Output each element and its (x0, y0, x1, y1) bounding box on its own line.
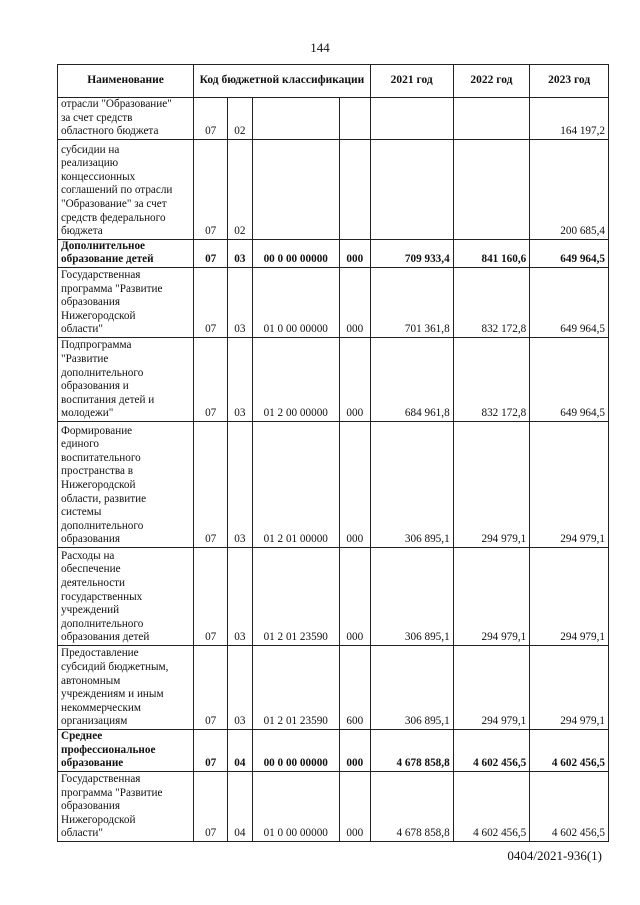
row-subsection: 03 (228, 645, 252, 729)
row-value-2023: 294 979,1 (530, 547, 609, 645)
row-subsection: 03 (228, 421, 252, 547)
header-2023: 2023 год (530, 65, 609, 98)
row-section: 07 (194, 98, 228, 140)
document-code: 0404/2021-936(1) (507, 848, 602, 863)
table-row (58, 771, 609, 841)
row-value-2023: 649 964,5 (530, 267, 609, 337)
row-section: 07 (194, 337, 228, 421)
header-2022: 2022 год (453, 65, 530, 98)
header-2021: 2021 год (370, 65, 453, 98)
row-subsection: 02 (228, 139, 252, 239)
row-value-2023: 200 685,4 (530, 139, 609, 239)
table-row (58, 547, 609, 645)
row-expense-type: 000 (339, 729, 370, 771)
row-value-2021: 306 895,1 (370, 547, 453, 645)
row-name (58, 337, 194, 421)
row-name (58, 98, 194, 140)
row-subsection: 03 (228, 547, 252, 645)
row-subsection: 03 (228, 267, 252, 337)
row-value-2021: 709 933,4 (370, 239, 453, 267)
row-expense-type: 000 (339, 421, 370, 547)
row-value-2023: 294 979,1 (530, 421, 609, 547)
table-body (58, 98, 609, 842)
row-target-article: 01 0 00 00000 (252, 267, 339, 337)
row-target-article: 00 0 00 00000 (252, 729, 339, 771)
row-name-text: Государственная программа "Развитие образования Нижегородской области" (61, 773, 163, 840)
row-target-article (252, 98, 339, 140)
row-name-text: Дополнительное образование детей (61, 239, 154, 266)
row-value-2022: 4 602 456,5 (453, 729, 530, 771)
row-value-2022: 832 172,8 (453, 267, 530, 337)
row-value-2021: 306 895,1 (370, 645, 453, 729)
row-expense-type: 000 (339, 239, 370, 267)
row-section: 07 (194, 421, 228, 547)
row-expense-type (339, 139, 370, 239)
row-expense-type (339, 98, 370, 140)
row-name (58, 239, 194, 267)
row-value-2022: 841 160,6 (453, 239, 530, 267)
row-value-2021: 4 678 858,8 (370, 729, 453, 771)
row-name-text: отрасли "Образование" за счет средств областного бюджета (61, 98, 172, 138)
row-value-2021: 684 961,8 (370, 337, 453, 421)
row-value-2021: 4 678 858,8 (370, 771, 453, 841)
row-target-article: 01 2 01 23590 (252, 547, 339, 645)
row-name (58, 729, 194, 771)
row-value-2023: 164 197,2 (530, 98, 609, 140)
row-value-2022 (453, 98, 530, 140)
row-value-2021 (370, 139, 453, 239)
row-value-2023: 294 979,1 (530, 645, 609, 729)
row-value-2022: 294 979,1 (453, 421, 530, 547)
row-name (58, 421, 194, 547)
header-name: Наименование (58, 65, 194, 98)
row-name-text: субсидии на реализацию концессионных соглашений по отрасли "Образование" за счет средств федерального бюджета (61, 143, 173, 238)
table-header-row (58, 65, 609, 98)
row-name (58, 267, 194, 337)
row-name-text: Подпрограмма "Развитие дополнительного образования и воспитания детей и молодежи" (61, 339, 155, 420)
row-target-article: 01 2 01 23590 (252, 645, 339, 729)
header-code: Код бюджетной классификации (194, 65, 371, 98)
row-section: 07 (194, 771, 228, 841)
row-target-article: 01 2 00 00000 (252, 337, 339, 421)
row-name (58, 771, 194, 841)
row-value-2023: 4 602 456,5 (530, 771, 609, 841)
row-value-2021: 306 895,1 (370, 421, 453, 547)
row-value-2022: 4 602 456,5 (453, 771, 530, 841)
row-name (58, 645, 194, 729)
row-expense-type: 000 (339, 547, 370, 645)
table-row (58, 139, 609, 239)
table-row (58, 239, 609, 267)
row-subsection: 03 (228, 337, 252, 421)
row-target-article: 01 0 00 00000 (252, 771, 339, 841)
row-target-article: 00 0 00 00000 (252, 239, 339, 267)
row-value-2021 (370, 98, 453, 140)
table-row (58, 729, 609, 771)
row-value-2022: 294 979,1 (453, 645, 530, 729)
table-row (58, 267, 609, 337)
page-number: 144 (310, 40, 330, 55)
row-section: 07 (194, 729, 228, 771)
table-row (58, 337, 609, 421)
row-target-article: 01 2 01 00000 (252, 421, 339, 547)
row-value-2023: 649 964,5 (530, 337, 609, 421)
row-expense-type: 000 (339, 771, 370, 841)
budget-table (57, 64, 609, 842)
row-name-text: Предоставление субсидий бюджетным, автономным учреждениям и иным некоммерческим организациям (61, 647, 169, 728)
table-row (58, 645, 609, 729)
row-target-article (252, 139, 339, 239)
row-section: 07 (194, 139, 228, 239)
row-value-2022 (453, 139, 530, 239)
row-section: 07 (194, 645, 228, 729)
row-value-2023: 4 602 456,5 (530, 729, 609, 771)
row-value-2021: 701 361,8 (370, 267, 453, 337)
row-value-2022: 294 979,1 (453, 547, 530, 645)
row-subsection: 03 (228, 239, 252, 267)
row-subsection: 04 (228, 771, 252, 841)
row-name-text: Государственная программа "Развитие образования Нижегородской области" (61, 269, 163, 336)
row-name (58, 139, 194, 239)
row-expense-type: 000 (339, 267, 370, 337)
row-subsection: 04 (228, 729, 252, 771)
table-row (58, 98, 609, 140)
row-name-text: Среднее профессиональное образование (61, 730, 156, 770)
row-name-text: Расходы на обеспечение деятельности государственных учреждений дополнительного образования детей (61, 549, 150, 644)
row-expense-type: 000 (339, 337, 370, 421)
row-name (58, 547, 194, 645)
row-value-2023: 649 964,5 (530, 239, 609, 267)
row-section: 07 (194, 267, 228, 337)
table-row (58, 421, 609, 547)
row-value-2022: 832 172,8 (453, 337, 530, 421)
row-name-text: Формирование единого воспитательного пространства в Нижегородской области, развитие системы дополнительного образования (61, 424, 147, 546)
row-section: 07 (194, 239, 228, 267)
row-subsection: 02 (228, 98, 252, 140)
row-section: 07 (194, 547, 228, 645)
row-expense-type: 600 (339, 645, 370, 729)
